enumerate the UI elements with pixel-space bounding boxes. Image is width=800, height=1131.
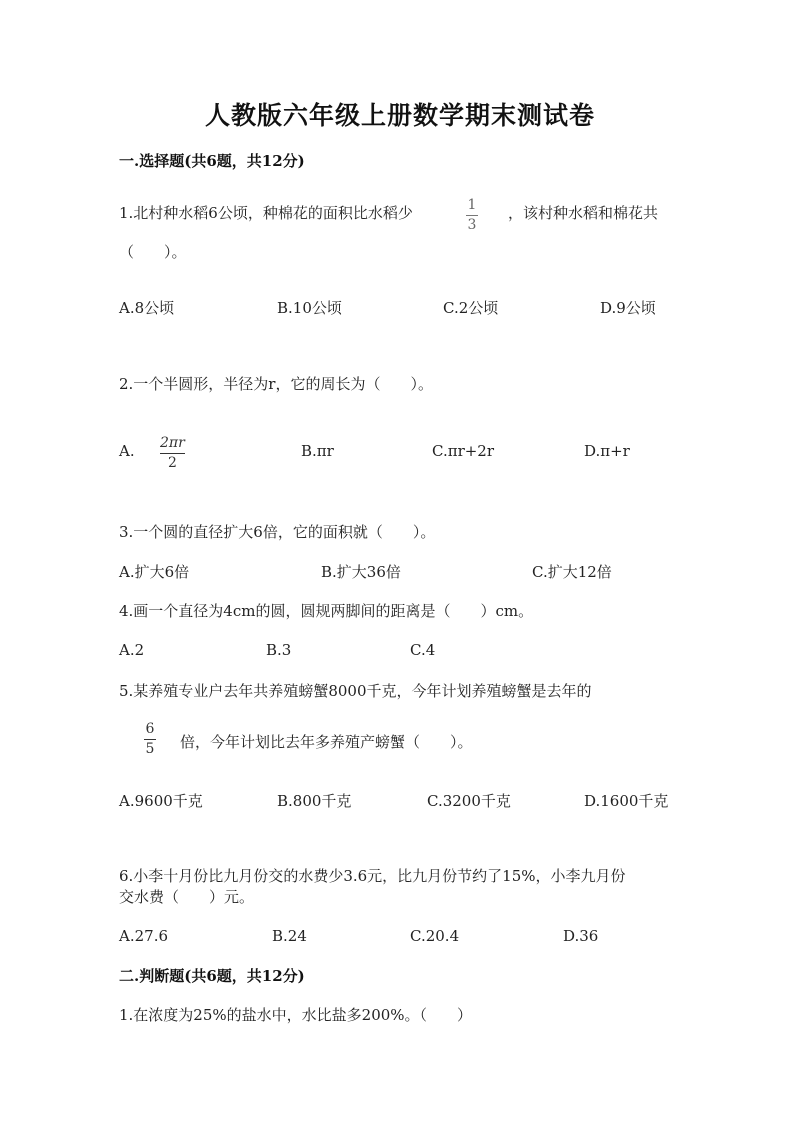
question-2-option-b: B.πr	[301, 442, 334, 460]
question-6-option-a: A.27.6	[119, 927, 168, 945]
question-5-option-c: C.3200千克	[427, 792, 511, 810]
question-2-option-c: C.πr+2r	[432, 442, 495, 460]
question-6-text: 6.小李十月份比九月份交的水费少3.6元，比九月份节约了15%，小李九月份	[119, 867, 626, 885]
question-3-option-a: A.扩大6倍	[119, 563, 190, 581]
fraction-denominator: 5	[145, 741, 155, 757]
question-1-option-d: D.9公顷	[600, 299, 656, 317]
page-title: 人教版六年级上册数学期末测试卷	[204, 101, 595, 130]
question-2-option-d: D.π+r	[584, 442, 630, 460]
question-1-option-b: B.10公顷	[277, 299, 342, 317]
question-5-option-b: B.800千克	[277, 792, 352, 810]
fraction-bar	[466, 215, 478, 216]
fraction-denominator: 2	[167, 455, 177, 471]
fraction-numerator: 2πr	[160, 435, 185, 451]
question-1-fraction	[466, 198, 478, 232]
question-1-text: 1.北村种水稻6公顷，种棉花的面积比水稻少	[119, 204, 413, 222]
question-3-text: 3.一个圆的直径扩大6倍，它的面积就（ ）。	[119, 523, 436, 541]
question-5-option-a: A.9600千克	[119, 792, 203, 810]
question-6-text-cont: 交水费（ ）元。	[119, 888, 255, 906]
question-6-option-c: C.20.4	[410, 927, 460, 945]
question-1-text-cont: ，该村种水稻和棉花共	[508, 204, 659, 222]
question-5-option-d: D.1600千克	[584, 792, 669, 810]
question-2-text: 2.一个半圆形，半径为r，它的周长为（ ）。	[119, 375, 433, 393]
question-4-text: 4.画一个直径为4cm的圆，圆规两脚间的距离是（ ）cm。	[119, 602, 534, 620]
section-heading-judgement: 二.判断题(共6题，共12分)	[119, 967, 305, 985]
question-4-option-b: B.3	[266, 641, 292, 659]
question-1-option-a: A.8公顷	[119, 299, 175, 317]
question-5-text-cont: 倍，今年计划比去年多养殖产螃蟹（ ）。	[180, 733, 473, 751]
fraction-denominator: 3	[467, 217, 477, 233]
fraction-bar	[144, 739, 156, 740]
question-1-option-c: C.2公顷	[443, 299, 499, 317]
question-6-option-b: B.24	[272, 927, 307, 945]
section-heading-choice: 一.选择题(共6题，共12分)	[119, 152, 305, 170]
fraction-bar	[160, 453, 185, 454]
question-5-text: 5.某养殖专业户去年共养殖螃蟹8000千克，今年计划养殖螃蟹是去年的	[119, 682, 592, 700]
question-1-blank: （ ）。	[119, 243, 187, 261]
question-3-option-c: C.扩大12倍	[532, 563, 612, 581]
fraction-numerator: 1	[467, 197, 477, 213]
fraction-numerator: 6	[145, 721, 155, 737]
question-4-option-c: C.4	[410, 641, 436, 659]
question-6-option-d: D.36	[563, 927, 599, 945]
judgement-1-text: 1.在浓度为25%的盐水中，水比盐多200%。（ ）	[119, 1006, 473, 1024]
question-2-option-a-fraction	[160, 436, 185, 470]
question-5-fraction	[144, 722, 156, 756]
question-2-option-a-label: A.	[119, 442, 135, 460]
question-4-option-a: A.2	[119, 641, 145, 659]
question-3-option-b: B.扩大36倍	[321, 563, 401, 581]
